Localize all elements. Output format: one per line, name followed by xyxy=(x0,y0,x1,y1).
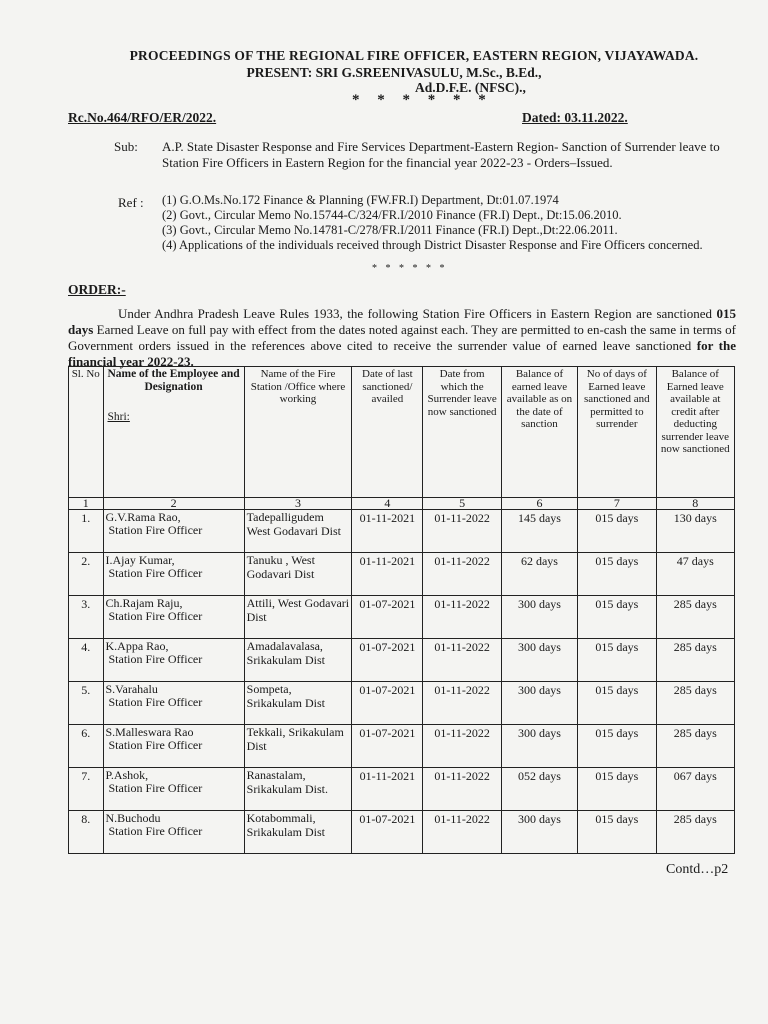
cell-sl: 6. xyxy=(69,725,104,768)
employee-name: I.Ajay Kumar, xyxy=(105,553,175,567)
header-stars: * * * * * * xyxy=(352,92,493,108)
column-number: 7 xyxy=(578,498,656,510)
cell-from-date: 01-11-2022 xyxy=(423,639,501,682)
cell-balance: 300 days xyxy=(501,639,577,682)
cell-balance: 052 days xyxy=(501,768,577,811)
employee-name: S.Malleswara Rao xyxy=(105,725,194,739)
order-text-1: Under Andhra Pradesh Leave Rules 1933, the following Station Fire Officers in Eastern Region are sanctioned xyxy=(118,306,713,321)
reference-item: (1) G.O.Ms.No.172 Finance & Planning (FW.FR.I) Department, Dt:01.07.1974 xyxy=(162,193,559,207)
cell-days-sanctioned: 015 days xyxy=(578,682,656,725)
header-line-2: PRESENT: SRI G.SREENIVASULU, M.Sc., B.Ed., xyxy=(246,65,542,80)
cell-from-date: 01-11-2022 xyxy=(423,596,501,639)
header-line-3: Ad.D.F.E. (NFSC)., xyxy=(415,80,526,95)
col-header-shri: Shri: xyxy=(107,411,130,423)
order-heading: ORDER:- xyxy=(68,282,126,297)
order-text-2: Earned Leave on full pay with effect from the dates noted against each. They are permitted to en-cash the same in terms of Government orders issued in the references above cited to receive the surrender value of earned leave sanctioned xyxy=(68,322,736,353)
cell-days-sanctioned: 015 days xyxy=(578,725,656,768)
cell-balance-after: 285 days xyxy=(656,811,734,854)
cell-from-date: 01-11-2022 xyxy=(423,811,501,854)
employee-name: Ch.Rajam Raju, xyxy=(105,596,183,610)
cell-employee xyxy=(103,768,244,811)
subject-label: Sub: xyxy=(114,139,138,154)
cell-balance-after: 47 days xyxy=(656,553,734,596)
cell-days-sanctioned: 015 days xyxy=(578,768,656,811)
column-number: 1 xyxy=(69,498,104,510)
cell-employee xyxy=(103,596,244,639)
header-line-1: PROCEEDINGS OF THE REGIONAL FIRE OFFICER, EASTERN REGION, VIJAYAWADA. xyxy=(129,48,699,63)
cell-from-date: 01-11-2022 xyxy=(423,768,501,811)
cell-balance: 300 days xyxy=(501,682,577,725)
table-row xyxy=(69,510,735,553)
order-bold-days: 015 days xyxy=(68,306,737,337)
column-number: 3 xyxy=(244,498,352,510)
cell-from-date: 01-11-2022 xyxy=(423,553,501,596)
reference-item: (4) Applications of the individuals received through District Disaster Response and Fire Officers concerned. xyxy=(162,238,703,252)
cell-sl: 2. xyxy=(69,553,104,596)
cell-sl: 5. xyxy=(69,682,104,725)
cell-station: Tanuku , West Godavari Dist xyxy=(244,553,352,596)
cell-balance-after: 285 days xyxy=(656,639,734,682)
cell-last-sanctioned: 01-07-2021 xyxy=(352,682,423,725)
order-bold-year: for the financial year 2022-23. xyxy=(68,338,736,369)
cell-station: Amadalavalasa, Srikakulam Dist xyxy=(244,639,352,682)
cell-balance-after: 130 days xyxy=(656,510,734,553)
cell-days-sanctioned: 015 days xyxy=(578,639,656,682)
cell-days-sanctioned: 015 days xyxy=(578,553,656,596)
reference-item: (2) Govt., Circular Memo No.15744-C/324/FR.I/2010 Finance (FR.I) Dept., Dt:15.06.2010. xyxy=(162,208,622,222)
cell-station: Attili, West Godavari Dist xyxy=(244,596,352,639)
leave-table xyxy=(68,366,735,854)
employee-name: P.Ashok, xyxy=(105,768,149,782)
employee-designation: Station Fire Officer xyxy=(108,823,203,838)
employee-designation: Station Fire Officer xyxy=(108,522,203,537)
cell-employee xyxy=(103,510,244,553)
cell-employee xyxy=(103,639,244,682)
order-paragraph xyxy=(68,306,736,370)
column-number: 2 xyxy=(103,498,244,510)
cell-from-date: 01-11-2022 xyxy=(423,725,501,768)
cell-sl: 8. xyxy=(69,811,104,854)
employee-name: K.Appa Rao, xyxy=(105,639,169,653)
cell-sl: 7. xyxy=(69,768,104,811)
employee-name: G.V.Rama Rao, xyxy=(105,510,181,524)
employee-designation: Station Fire Officer xyxy=(108,565,203,580)
table-row xyxy=(69,725,735,768)
cell-last-sanctioned: 01-07-2021 xyxy=(352,725,423,768)
cell-last-sanctioned: 01-11-2021 xyxy=(352,510,423,553)
cell-station: Sompeta, Srikakulam Dist xyxy=(244,682,352,725)
cell-last-sanctioned: 01-07-2021 xyxy=(352,596,423,639)
column-number: 5 xyxy=(423,498,501,510)
col-header-name xyxy=(103,367,244,498)
cell-days-sanctioned: 015 days xyxy=(578,510,656,553)
cell-balance-after: 285 days xyxy=(656,725,734,768)
col-header-sl: Sl. No xyxy=(69,367,104,498)
col-header-from: Date from which the Surrender leave now sanctioned xyxy=(423,367,501,498)
table-header-row xyxy=(69,367,735,498)
cell-last-sanctioned: 01-11-2021 xyxy=(352,768,423,811)
table-row xyxy=(69,639,735,682)
col-header-name-text: Name of the Employee and Designation xyxy=(107,368,240,393)
column-number: 6 xyxy=(501,498,577,510)
column-number: 4 xyxy=(352,498,423,510)
employee-designation: Station Fire Officer xyxy=(108,608,203,623)
cell-station: Tadepalligudem West Godavari Dist xyxy=(244,510,352,553)
employee-designation: Station Fire Officer xyxy=(108,651,203,666)
col-header-balance: Balance of earned leave available as on the date of sanction xyxy=(501,367,577,498)
employee-designation: Station Fire Officer xyxy=(108,694,203,709)
cell-from-date: 01-11-2022 xyxy=(423,682,501,725)
references-list xyxy=(162,193,734,253)
date: Dated: 03.11.2022. xyxy=(522,110,628,125)
references-label: Ref : xyxy=(118,195,144,210)
col-header-after: Balance of Earned leave available at credit after deducting surrender leave now sanctioned xyxy=(656,367,734,498)
table-row xyxy=(69,768,735,811)
employee-designation: Station Fire Officer xyxy=(108,737,203,752)
employee-designation: Station Fire Officer xyxy=(108,780,203,795)
table-row xyxy=(69,811,735,854)
col-header-last: Date of last sanctioned/ availed xyxy=(352,367,423,498)
employee-name: N.Buchodu xyxy=(105,811,161,825)
cell-balance: 300 days xyxy=(501,725,577,768)
cell-days-sanctioned: 015 days xyxy=(578,596,656,639)
cell-balance: 145 days xyxy=(501,510,577,553)
cell-station: Kotabommali, Srikakulam Dist xyxy=(244,811,352,854)
cell-last-sanctioned: 01-11-2021 xyxy=(352,553,423,596)
reference-item: (3) Govt., Circular Memo No.14781-C/278/FR.I/2011 Finance (FR.I) Dept.,Dt:22.06.2011. xyxy=(162,223,618,237)
cell-sl: 1. xyxy=(69,510,104,553)
column-number: 8 xyxy=(656,498,734,510)
cell-station: Tekkali, Srikakulam Dist xyxy=(244,725,352,768)
col-header-days: No of days of Earned leave sanctioned and permitted to surrender xyxy=(578,367,656,498)
cell-employee xyxy=(103,682,244,725)
continued-note: Contd…p2 xyxy=(666,862,729,877)
cell-balance-after: 285 days xyxy=(656,596,734,639)
cell-days-sanctioned: 015 days xyxy=(578,811,656,854)
table-row xyxy=(69,682,735,725)
cell-employee xyxy=(103,725,244,768)
cell-employee xyxy=(103,811,244,854)
references-stars: * * * * * * xyxy=(372,263,448,274)
cell-balance: 300 days xyxy=(501,811,577,854)
cell-last-sanctioned: 01-07-2021 xyxy=(352,811,423,854)
cell-balance: 62 days xyxy=(501,553,577,596)
employee-name: S.Varahalu xyxy=(105,682,158,696)
cell-employee xyxy=(103,553,244,596)
cell-sl: 4. xyxy=(69,639,104,682)
table-row xyxy=(69,596,735,639)
table-row xyxy=(69,553,735,596)
column-number-row xyxy=(69,498,735,510)
cell-balance-after: 067 days xyxy=(656,768,734,811)
subject-text: A.P. State Disaster Response and Fire Services Department-Eastern Region- Sanction of Surrender leave to Station Fire Officers in Eastern Region for the financial year 2022-23 - Orders–Issued. xyxy=(162,139,720,170)
cell-balance: 300 days xyxy=(501,596,577,639)
col-header-station: Name of the Fire Station /Office where working xyxy=(244,367,352,498)
reference-number: Rc.No.464/RFO/ER/2022. xyxy=(68,110,217,125)
cell-station: Ranastalam, Srikakulam Dist. xyxy=(244,768,352,811)
cell-last-sanctioned: 01-07-2021 xyxy=(352,639,423,682)
cell-sl: 3. xyxy=(69,596,104,639)
cell-balance-after: 285 days xyxy=(656,682,734,725)
cell-from-date: 01-11-2022 xyxy=(423,510,501,553)
